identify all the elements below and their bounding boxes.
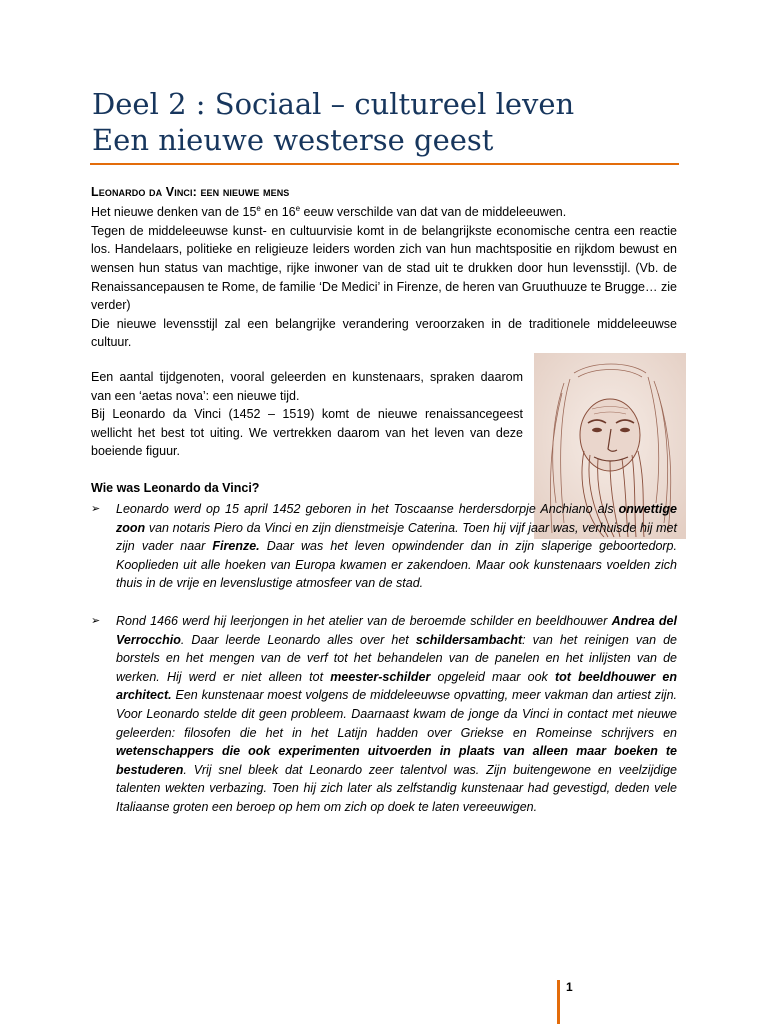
bold-text: Andrea del Verrocchio: [116, 614, 677, 647]
bullet-text: : van het reinigen van de borstels en het mengen van de verf tot het behandelen van de panelen en het inlijsten van de werken. Hij werd er niet alleen tot: [116, 632, 677, 684]
bullet-list-birth: [91, 500, 677, 593]
title-line-1: Deel 2 : Sociaal – cultureel leven: [92, 87, 575, 121]
title-line-2: Een nieuwe westerse geest: [92, 123, 494, 157]
intro-paragraph-2: Tegen de middeleeuwse kunst- en cultuurvisie komt in de belangrijkste economische centra een reactie los. Handelaars, politieke en religieuze leiders worden zich van hun machtspositie en rijkdom bewust en wensen hun status van machtige, rijke inwoner van de stad uit te drukken door hun levensstijl. (Vb. de Renaissancepausen te Rome, de familie ‘De Medici’ in Firenze, de heren van Gruuthuuze te Brugge… zie verder): [91, 223, 677, 313]
bold-text: tot beeldhouwer en architect.: [116, 669, 678, 703]
section-heading: [91, 185, 691, 199]
bullet-list-apprentice: [91, 612, 677, 817]
bullet-text: Leonardo werd op 15 april 1452 geboren in het Toscaanse herdersdorpje Anchiano als: [116, 502, 619, 516]
bold-text: Firenze.: [212, 539, 260, 554]
arrow-bullet-icon: ➢: [91, 615, 101, 627]
section-heading-text: Leonardo da Vinci: een nieuwe mens: [91, 185, 290, 199]
bullet-text: van notaris Piero da Vinci en zijn dienstmeisje Caterina. Toen hij vijf jaar was, verhuisde hij met zijn vader naar: [116, 520, 677, 554]
superscript: e: [256, 204, 261, 213]
bold-text: meester-schilder: [330, 669, 431, 684]
list-item: [91, 612, 677, 817]
arrow-bullet-icon: ➢: [91, 503, 101, 515]
question-heading: Wie was Leonardo da Vinci?: [91, 481, 260, 495]
aetas-nova-paragraph: Een aantal tijdgenoten, vooral geleerden en kunstenaars, spraken daarom van een ‘aetas nova’: een nieuwe tijd.: [91, 370, 523, 403]
list-item: [91, 500, 677, 593]
page-number-rule: [557, 980, 563, 1024]
intro-text: Het nieuwe denken van de 15: [91, 205, 257, 220]
page-title: [92, 86, 692, 158]
superscript: e: [295, 204, 301, 213]
renaissance-paragraph: Bij Leonardo da Vinci (1452 – 1519) komt de nieuwe renaissancegeest wellicht het best tot uiting. We vertrekken daarom van het leven van deze boeiende figuur.: [91, 407, 523, 459]
title-underline-rule: [90, 163, 679, 165]
bullet-text: . Daar leerde Leonardo alles over het: [180, 632, 416, 647]
bullet-text: Rond 1466 werd hij leerjongen in het atelier van de beroemde schilder en beeldhouwer: [116, 614, 612, 628]
bullet-text: opgeleid maar ook: [430, 669, 555, 684]
intro-text: en 16: [260, 205, 296, 220]
intro-paragraph-1: [91, 200, 677, 222]
intro-text: eeuw verschilde van dat van de middeleeuwen.: [300, 205, 567, 220]
bullet-text: . Vrij snel bleek dat Leonardo zeer talentvol was. Zijn buitengewone en veelzijdige talenten wekten verbazing. Toen hij zich later als zelfstandig kunstenaar had gevestigd, deden vele Italiaanse groten een beroep op hem om zich op doek te laten vereeuwigen.: [116, 762, 677, 814]
intro-paragraphs: [91, 200, 677, 352]
bold-text: wetenschappers die ook experimenten uitvoerden in plaats van alleen maar boeken te bestuderen: [116, 744, 677, 777]
page-number: 1: [566, 980, 573, 994]
bullet-text: Daar was het leven opwindender dan in zijn slaperige geboortedorp. Kooplieden uit alle hoeken van Europa kwamen er zakendoen. Maar ook kunstenaars voelden zich thuis in de vrije en levenslustige atmosfeer van de stad.: [116, 539, 677, 591]
bullet-text: Een kunstenaar moest volgens de middeleeuwse opvatting, meer vakman dan artiest zijn. Voor Leonardo stelde dit geen probleem. Daarnaast kwam de jonge da Vinci in contact met nieuwe geleerden: filosofen die het in het Latijn hadden over Griekse en Romeinse schrijvers en: [116, 688, 677, 740]
bold-text: schildersambacht: [415, 632, 523, 647]
aetas-nova-paragraphs: [91, 368, 523, 461]
intro-paragraph-3: Die nieuwe levensstijl zal een belangrijke verandering veroorzaken in de traditionele middeleeuwse cultuur.: [91, 316, 677, 350]
bold-text: onwettige zoon: [116, 502, 677, 535]
